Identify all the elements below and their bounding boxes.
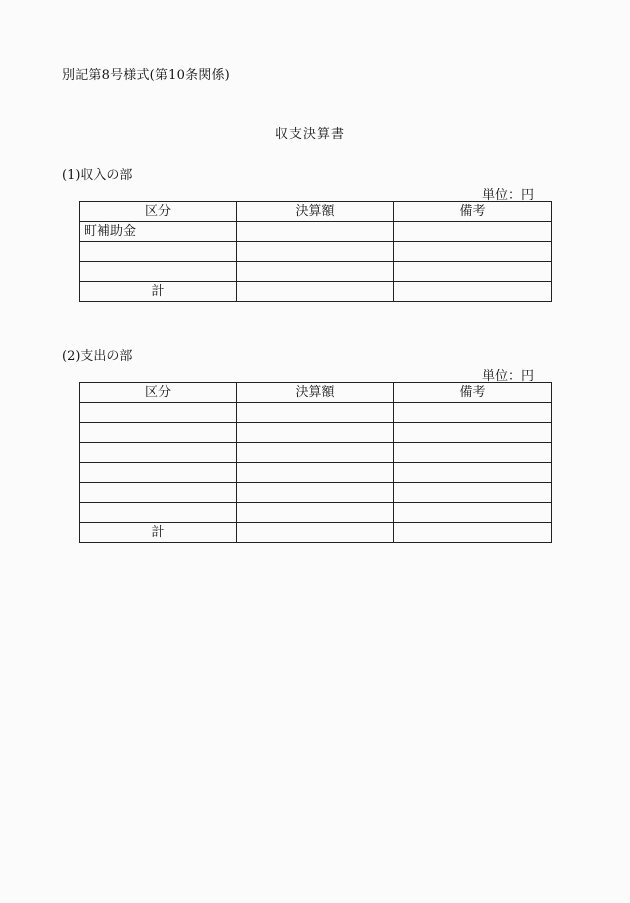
table-row <box>80 503 552 523</box>
column-header-amount: 決算額 <box>237 202 394 222</box>
total-remarks-cell <box>394 282 552 302</box>
total-label: 計 <box>80 282 237 302</box>
table-row <box>80 403 552 423</box>
total-amount-cell <box>237 282 394 302</box>
document-title: 収支決算書 <box>274 127 345 142</box>
remarks-cell <box>394 463 552 483</box>
total-remarks-cell <box>394 523 552 543</box>
remarks-cell <box>394 503 552 523</box>
remarks-cell <box>394 423 552 443</box>
category-cell <box>80 503 237 523</box>
amount-cell <box>237 403 394 423</box>
total-label: 計 <box>80 523 237 543</box>
total-amount-cell <box>237 523 394 543</box>
expense-table <box>79 382 552 543</box>
expense-unit: 単位：円 <box>482 369 535 384</box>
remarks-cell <box>394 443 552 463</box>
form-label: 別記第8号様式(第10条関係) <box>62 68 230 83</box>
total-row <box>80 282 552 302</box>
amount-cell <box>237 262 394 282</box>
table-row <box>80 443 552 463</box>
table-row <box>80 242 552 262</box>
table-header-row <box>80 202 552 222</box>
column-header-category: 区分 <box>80 383 237 403</box>
category-cell <box>80 463 237 483</box>
remarks-cell <box>394 242 552 262</box>
total-row <box>80 523 552 543</box>
table-row <box>80 262 552 282</box>
expense-heading: (2)支出の部 <box>62 349 133 364</box>
table-header-row <box>80 383 552 403</box>
category-cell <box>80 262 237 282</box>
category-cell <box>80 403 237 423</box>
amount-cell <box>237 443 394 463</box>
table-row <box>80 423 552 443</box>
category-cell <box>80 423 237 443</box>
remarks-cell <box>394 262 552 282</box>
remarks-cell <box>394 403 552 423</box>
amount-cell <box>237 423 394 443</box>
category-cell <box>80 242 237 262</box>
column-header-remarks: 備考 <box>394 383 552 403</box>
category-cell <box>80 483 237 503</box>
amount-cell <box>237 463 394 483</box>
column-header-amount: 決算額 <box>237 383 394 403</box>
table-row <box>80 463 552 483</box>
income-table <box>79 201 552 302</box>
income-unit: 単位：円 <box>482 188 535 203</box>
remarks-cell <box>394 483 552 503</box>
income-heading: (1)収入の部 <box>62 168 133 183</box>
amount-cell <box>237 242 394 262</box>
amount-cell <box>237 483 394 503</box>
table-row <box>80 483 552 503</box>
remarks-cell <box>394 222 552 242</box>
category-cell: 町補助金 <box>80 222 237 242</box>
column-header-category: 区分 <box>80 202 237 222</box>
amount-cell <box>237 222 394 242</box>
column-header-remarks: 備考 <box>394 202 552 222</box>
category-cell <box>80 443 237 463</box>
amount-cell <box>237 503 394 523</box>
table-row <box>80 222 552 242</box>
